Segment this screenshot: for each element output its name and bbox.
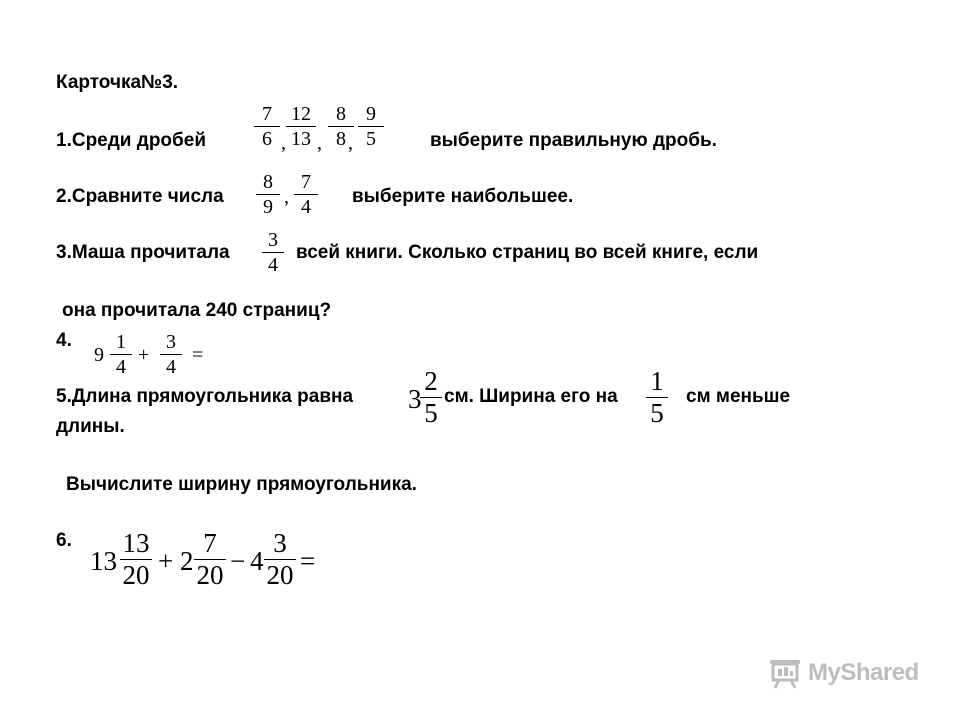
task1-comma-2: , [317,132,322,154]
task6-plus: + [158,546,174,576]
task6-fraction-3: 3 20 [264,530,296,589]
task6-equals: = [300,546,316,576]
task5-fraction-2: 1 5 [646,368,668,427]
task1-fraction-4: 9 5 [358,104,384,149]
task1-suffix: выберите правильную дробь. [430,130,717,151]
task1-fraction-1: 7 6 [254,104,280,149]
task1-fraction-2: 12 13 [286,104,316,149]
projector-screen-icon [768,657,802,689]
watermark [768,656,919,690]
task2-fraction-2: 7 4 [294,172,318,217]
task3-suffix: всей книги. Сколько страниц во всей книге, если [296,242,759,263]
task5-prefix: 5.Длина прямоугольника равна [56,386,354,407]
task3-line2: она прочитала 240 страниц? [62,300,332,321]
task6-whole-3: 4 [250,546,264,576]
task1-fraction-3: 8 8 [328,104,354,149]
task3-prefix: 3.Маша прочитала [56,242,230,263]
task1-comma-3: , [348,132,353,154]
task2-suffix: выберите наибольшее. [352,186,574,207]
task4-plus: + [138,344,150,366]
task6-fraction-1: 13 20 [120,530,152,589]
task5-line3: Вычислите ширину прямоугольника. [66,474,417,495]
task6-label: 6. [56,530,72,551]
task6-fraction-2: 7 20 [194,530,226,589]
task2-comma: , [284,186,289,208]
task4-fraction-2: 3 4 [160,332,182,377]
task6-minus: − [230,546,246,576]
task2-prefix: 2.Сравните числа [56,186,224,207]
task4-whole: 9 [94,344,104,366]
task1-prefix: 1.Среди дробей [56,130,207,151]
task5-mid: см. Ширина его на [444,386,618,407]
card-title: Карточка№3. [56,72,179,93]
task4-equals: = [192,344,204,366]
task1-comma-1: , [281,132,286,154]
task2-fraction-1: 8 9 [256,172,280,217]
task4-label: 4. [56,330,72,351]
task4-fraction-1: 1 4 [110,332,132,377]
task5-suffix: см меньше [686,386,791,407]
task5-line2: длины. [56,416,125,437]
watermark-text: MyShared [808,659,919,686]
task6-whole-2: 2 [180,546,194,576]
task5-fraction-1: 2 5 [420,368,442,427]
task6-whole-1: 13 [90,546,117,576]
task3-fraction: 3 4 [262,230,284,275]
task5-whole: 3 [408,384,422,414]
